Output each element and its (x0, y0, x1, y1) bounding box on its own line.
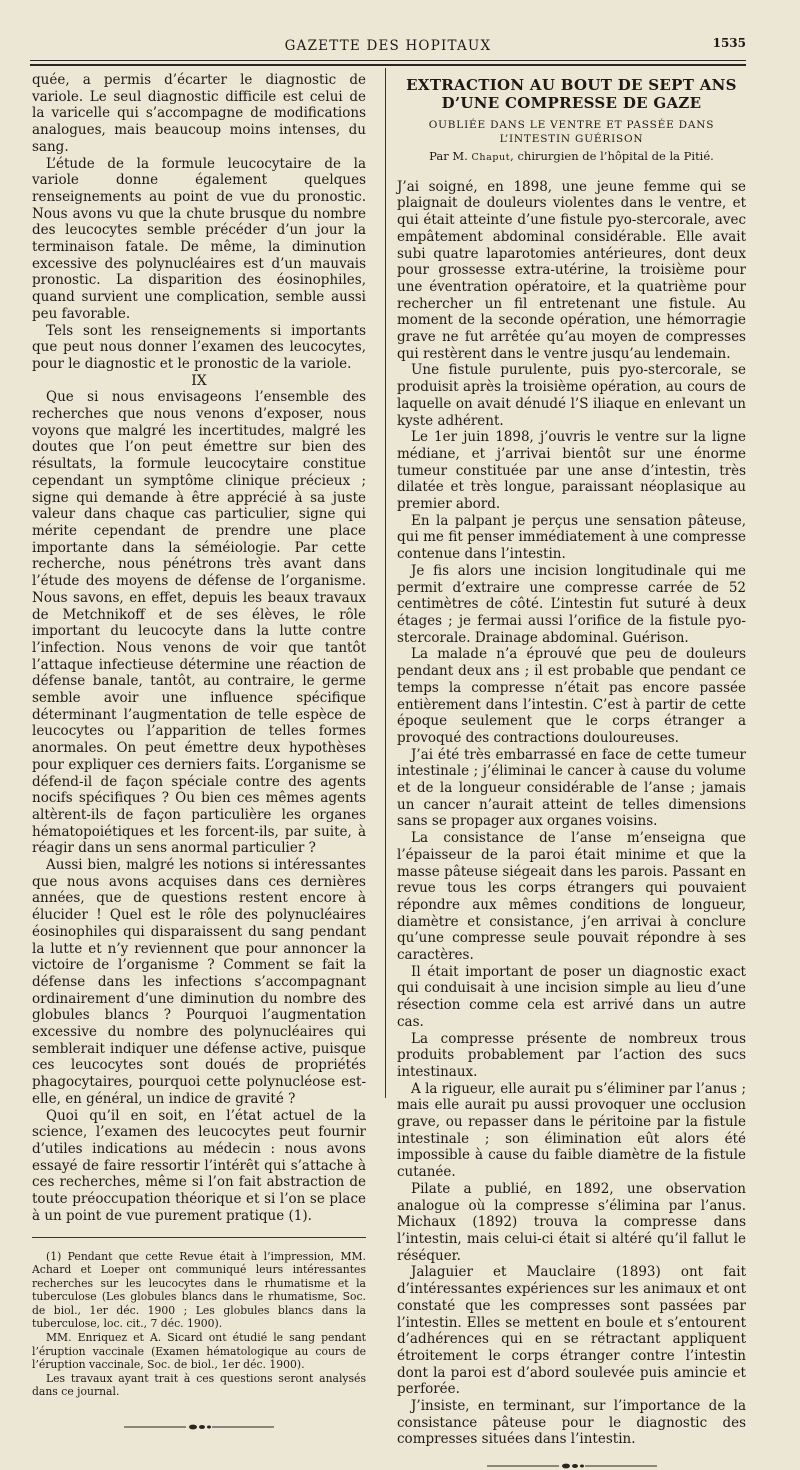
paragraph: A la rigueur, elle aurait pu s’éliminer par l’anus ; mais elle aurait pu aussi provoquer une occlusion grave, ou repasser dans le péritoine par la fistule intestinale ; son élimination eût alors été impossible à cause du faible diamètre de la fistule cutanée. (397, 1080, 746, 1181)
paragraph: En la palpant je perçus une sensation pâteuse, qui me fit penser immédiatement à une compresse contenue dans l’intestin. (397, 512, 746, 563)
author-prefix: Par M. (429, 149, 472, 163)
page-number: 1535 (712, 36, 746, 50)
paragraph: Il était important de poser un diagnostic exact qui conduisait à une incision simple au lieu d’une résection comme cela est arrivé dans un autre cas. (397, 963, 746, 1030)
paragraph: J’ai été très embarrassé en face de cette tumeur intestinale ; j’éliminai le cancer à cause du volume et de la longueur considérable de l’anse ; jamais un cancer n’aurait atteint de telles dimensions sans se propager aux organes voisins. (397, 746, 746, 830)
paragraph: L’étude de la formule leucocytaire de la variole donne également quelques renseignements au point de vue du pronostic. Nous avons vu que la chute brusque du nombre des leucocytes semble précéder d’un jour la terminaison fatale. De même, la diminution excessive des polynucléaires est d’un mauvais pronostic. La disparition des éosinophiles, quand survient une complication, semble aussi peu favorable. (32, 155, 366, 322)
paragraph: La compresse présente de nombreux trous produits probablement par l’action des sucs intestinaux. (397, 1030, 746, 1080)
left-column (32, 72, 366, 1431)
paragraph: Je fis alors une incision longitudinale qui me permit d’extraire une compresse carrée de 52 centimètres de côté. L’intestin fut suturé à deux étages ; je fermai aussi l’orifice de la fistule pyo-stercorale. Drainage abdominal. Guérison. (397, 562, 746, 646)
paragraph: Quoi qu’il en soit, en l’état actuel de la science, l’examen des leucocytes peut fournir d’utiles indications au médecin : nous avons essayé de faire ressortir l’intérêt qui s’attache à ces recherches, même si l’on fait abstraction de toute préoccupation théorique et si l’on se place à un point de vue purement pratique (1). (32, 1107, 366, 1224)
paragraph: Le 1er juin 1898, j’ouvris le ventre sur la ligne médiane, et j’arrivai bientôt sur une énorme tumeur constituée par une anse d’intestin, très dilatée et très longue, paraissant néoplasique au premier abord. (397, 429, 746, 513)
footnote: (1) Pendant que cette Revue était à l’impression, MM. Achard et Loeper ont communiqué leurs intéressantes recherches sur les leucocytes dans le rhumatisme et la tuberculose (Les globules blancs dans le rhumatisme, Soc. de biol., 1er déc. 1900 ; Les globules blancs dans la tuberculose, loc. cit., 7 déc. 1900). (32, 1249, 366, 1331)
page-header (30, 36, 746, 58)
footnote: MM. Enriquez et A. Sicard ont étudié le sang pendant l’éruption vaccinale (Examen hématologique au cours de l’éruption vaccinale, Soc. de biol., 1er déc. 1900). (32, 1331, 366, 1372)
paragraph: J’ai soigné, en 1898, une jeune femme qui se plaignait de douleurs violentes dans le ventre, et qui était atteinte d’une fistule pyo-stercorale, avec empâtement abdominal considérable. Elle avait subi quatre laparotomies antérieures, dont deux pour grossesse extra-utérine, la troisième pour une éventration opératoire, et la quatrième pour rechercher un fil entretenant une fistule. Au moment de la seconde opération, une hémorragie grave ne fut arrêtée qu’au moyen de compresses qui restèrent dans le ventre jusqu’au lendemain. (397, 178, 746, 362)
paragraph: quée, a permis d’écarter le diagnostic de variole. Le seul diagnostic difficile est celui de la varicelle qui s’accompagne de modifications analogues, mais beaucoup moins intenses, du sang. (32, 72, 366, 155)
footnote: Les travaux ayant trait à ces questions seront analysés dans ce journal. (32, 1371, 366, 1399)
header-rule-thin (30, 60, 746, 61)
article-author (397, 148, 746, 167)
section-numeral: IX (191, 372, 207, 389)
author-affiliation: , chirurgien de l’hôpital de la Pitié. (510, 149, 714, 163)
end-ornament-icon (124, 1423, 274, 1431)
paragraph: La malade n’a éprouvé que peu de douleurs pendant deux ans ; il est probable que pendant ce temps la compresse n’était pas encore passée entièrement dans l’intestin. C’est à partir de cette époque seulement que le corps étranger a provoqué des contractions douloureuses. (397, 646, 746, 746)
paragraph: Une fistule purulente, puis pyo-stercorale, se produisit après la troisième opération, au cours de laquelle on avait dénudé l’S iliaque en enlevant un kyste adhérent. (397, 362, 746, 429)
paragraph: Que si nous envisageons l’ensemble des recherches que nous venons d’exposer, nous voyons que malgré les incertitudes, malgré les doutes que l’on peut émettre sur bien des résultats, la formule leucocytaire constitue cependant un symptôme clinique précieux ; signe qui demande à être apprécié à sa juste valeur dans chaque cas particulier, signe qui mérite cependant de prendre une place importante dans la séméiologie. Par cette recherche, nous pénétrons très avant dans l’étude des moyens de défense de l’organisme. Nous savons, en effet, depuis les beaux travaux de Metchnikoff et de ses élèves, le rôle important du leucocyte dans la lutte contre l’infection. Nous venons de voir que tantôt l’attaque infectieuse détermine une réaction de défense banale, tantôt, au contraire, le germe semble avoir une influence spécifique déterminant l’augmentation de telle espèce de leucocytes ou l’apparition de telles formes anormales. On peut émettre deux hypothèses pour expliquer ces derniers faits. L’organisme se défend-il de façon spéciale contre des agents nocifs spécifiques ? Ou bien ces mêmes agents altèrent-ils de façon particulière les organes hématopoiétiques et les forcent-ils, par suite, à réagir dans un sens anormal particulier ? (32, 389, 366, 857)
paragraph: Jalaguier et Mauclaire (1893) ont fait d’intéressantes expériences sur les animaux et ont constaté que les compresses sont passées par l’intestin. Elles se mettent en boule et s’entourent d’adhérences qui en se rétractant appliquent étroitement le corps étranger contre l’intestin dont la paroi est d’abord soulevée puis amincie et perforée. (397, 1264, 746, 1398)
author-name: Chaput (471, 152, 511, 163)
article-subtitle: OUBLIÉE DANS LE VENTRE ET PASSÉE DANS L’INTESTIN GUÉRISON (428, 119, 715, 145)
paragraph: J’insiste, en terminant, sur l’importance de la consistance pâteuse pour le diagnostic des compresses situées dans l’intestin. (397, 1398, 746, 1448)
end-ornament-icon (487, 1462, 657, 1470)
paragraph: Tels sont les renseignements si importants que peut nous donner l’examen des leucocytes, pour le diagnostic et le pronostic de la variole. (32, 322, 366, 372)
paragraph: Aussi bien, malgré les notions si intéressantes que nous avons acquises dans ces dernières années, que de questions restent encore à élucider ! Quel est le rôle des polynucléaires éosinophiles qui disparaissent du sang pendant la lutte et n’y reviennent que pour annoncer la victoire de l’organisme ? Comment se fait la défense dans les infections s’accompagnant ordinairement d’une diminution du nombre des globules blancs ? Pourquoi l’augmentation excessive du nombre des polynucléaires qui semblerait indiquer une défense active, puisque ces leucocytes sont doués de propriétés phagocytaires, pourquoi cette polynucléose est-elle, en général, un indice de gravité ? (32, 857, 366, 1107)
paragraph: La consistance de l’anse m’enseigna que l’épaisseur de la paroi était minime et que la masse pâteuse siégeait dans les parois. Passant en revue tous les corps étrangers qui pouvaient répondre aux mêmes conditions de longueur, diamètre et consistance, j’en arrivai à conclure qu’une compresse seule pouvait répondre à ses caractères. (397, 830, 746, 964)
article-title: EXTRACTION AU BOUT DE SEPT ANS D’UNE COMPRESSE DE GAZE (406, 76, 737, 112)
right-column (397, 72, 746, 1470)
paragraph: Pilate a publié, en 1892, une observation analogue où la compresse s’élimina par l’anus. Michaux (1892) trouva la compresse dans l’intestin, mais celui-ci était si altéré qu’il fallut le réséquer. (397, 1180, 746, 1264)
journal-title: GAZETTE DES HOPITAUX (284, 38, 492, 54)
footnotes (32, 1237, 366, 1400)
header-rule-thick (30, 64, 746, 66)
column-divider (385, 68, 386, 1098)
